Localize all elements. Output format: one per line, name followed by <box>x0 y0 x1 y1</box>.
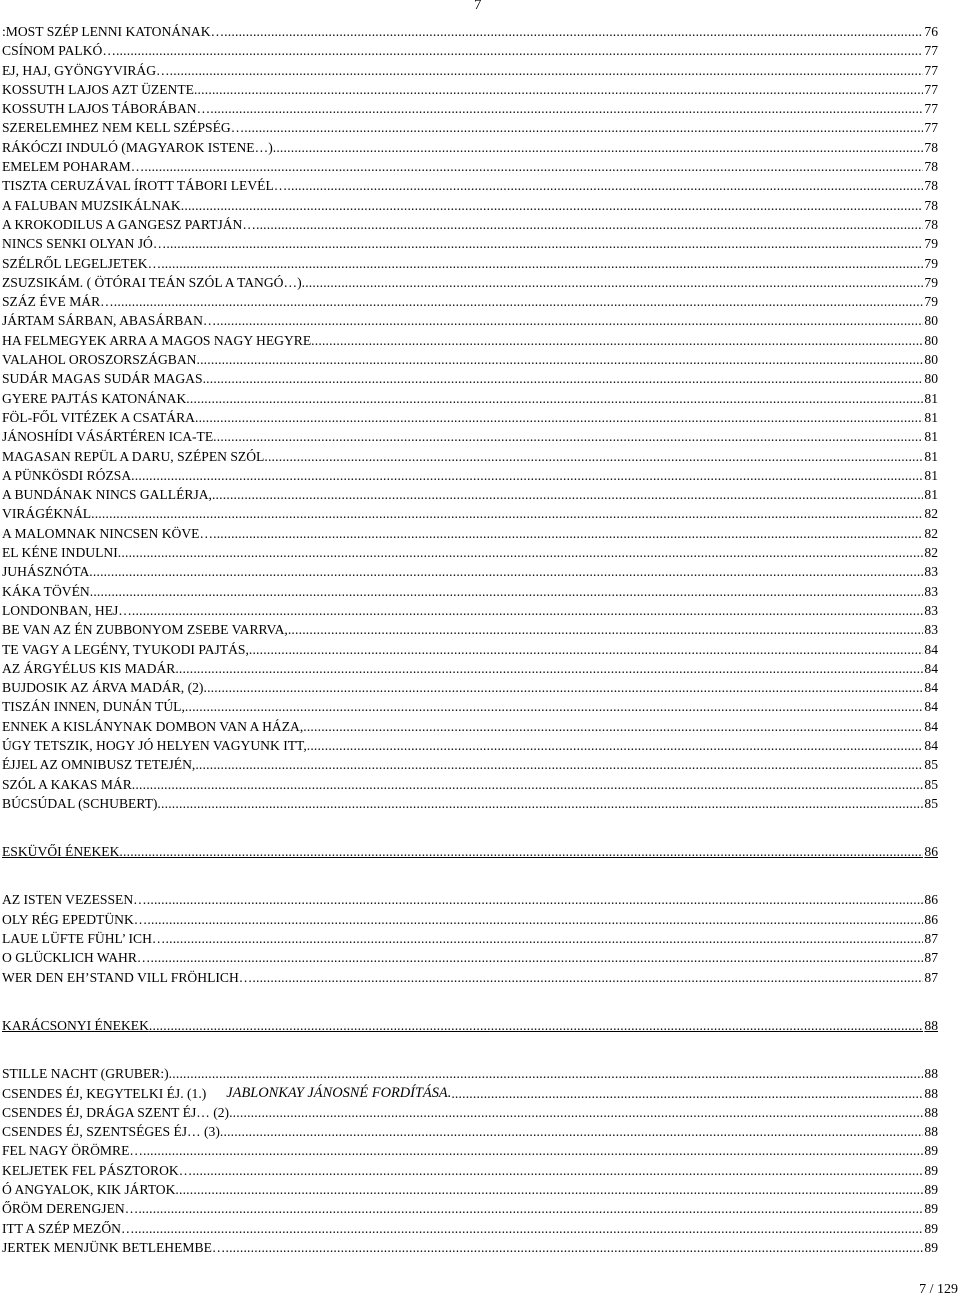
section-page: 86 <box>924 844 938 860</box>
toc-group-wedding <box>2 890 938 986</box>
entry-page: 80 <box>924 371 938 387</box>
dot-leader <box>175 659 923 678</box>
entry-page: 78 <box>924 178 938 194</box>
dot-leader <box>302 273 924 292</box>
toc-entry[interactable] <box>2 254 938 273</box>
entry-page: 88 <box>924 1104 938 1120</box>
dot-leader <box>161 254 923 273</box>
entry-page: 79 <box>924 274 938 290</box>
entry-page: 86 <box>924 911 938 927</box>
dot-leader <box>89 562 923 581</box>
entry-page: 82 <box>924 545 938 561</box>
toc-entry[interactable] <box>2 389 938 408</box>
dot-leader <box>151 948 924 967</box>
entry-title: JÁRTAM SÁRBAN, ABASÁRBAN… <box>2 313 217 329</box>
entry-title: KELJETEK FEL PÁSZTOROK… <box>2 1162 193 1178</box>
dot-leader <box>288 620 924 639</box>
entry-title: BÚCSÚDAL (SCHUBERT) <box>2 795 158 811</box>
dot-leader <box>311 331 923 350</box>
entry-title: CSENDES ÉJ, KEGYTELKI ÉJ. (1.) <box>2 1085 207 1101</box>
entry-title: VIRÁGÉKNÁL <box>2 506 92 522</box>
toc-entry[interactable] <box>2 929 938 948</box>
dot-leader <box>147 890 924 909</box>
toc-section-eskuvoi[interactable] <box>2 842 938 861</box>
entry-page: 84 <box>924 660 938 676</box>
entry-title: TISZTA CERUZÁVAL ÍROTT TÁBORI LEVÉL… <box>2 178 288 194</box>
entry-page: 79 <box>924 294 938 310</box>
dot-leader <box>203 678 923 697</box>
entry-title: ÚGY TETSZIK, HOGY JÓ HELYEN VAGYUNK ITT, <box>2 737 307 753</box>
entry-page: 81 <box>924 487 938 503</box>
entry-page: 84 <box>924 641 938 657</box>
toc-entry[interactable] <box>2 794 938 813</box>
dot-leader <box>119 842 923 861</box>
toc-group-christmas <box>2 1064 938 1257</box>
toc-entry[interactable] <box>2 466 938 485</box>
entry-title: A MALOMNAK NINCSEN KÖVE… <box>2 525 214 541</box>
spacer <box>2 987 938 1016</box>
toc-entry[interactable] <box>2 1161 938 1180</box>
entry-page: 84 <box>924 699 938 715</box>
dot-leader <box>307 736 924 755</box>
entry-page: 84 <box>924 680 938 696</box>
entry-page: 81 <box>924 429 938 445</box>
dot-leader <box>210 99 923 118</box>
dot-leader <box>264 447 923 466</box>
entry-title: NINCS SENKI OLYAN JÓ… <box>2 236 167 252</box>
entry-title: OLY RÉG EPEDTÜNK… <box>2 911 148 927</box>
entry-title: BUJDOSIK AZ ÁRVA MADÁR, (2) <box>2 680 204 696</box>
entry-title: WER DEN EH’STAND VILL FRÖHLICH… <box>2 969 253 985</box>
entry-page: 84 <box>924 737 938 753</box>
toc-entry[interactable] <box>2 582 938 601</box>
entry-page: 88 <box>924 1066 938 1082</box>
dot-leader <box>217 311 924 330</box>
dot-leader <box>143 1141 923 1160</box>
page-footer: 7 / 129 <box>919 1282 958 1297</box>
entry-title: FÖL-FŐL VITÉZEK A CSATÁRA <box>2 409 195 425</box>
entry-page: 78 <box>924 216 938 232</box>
entry-title: JERTEK MENJÜNK BETLEHEMBE… <box>2 1239 226 1255</box>
entry-page: 83 <box>924 564 938 580</box>
toc-entry[interactable] <box>2 234 938 253</box>
dot-leader <box>213 427 923 446</box>
entry-title: KÁKA TÖVÉN <box>2 583 90 599</box>
dot-leader <box>256 215 923 234</box>
toc-entry[interactable] <box>2 659 938 678</box>
toc-entry[interactable] <box>2 775 938 794</box>
entry-title: KOSSUTH LAJOS TÁBORÁBAN… <box>2 101 211 117</box>
toc-entry[interactable] <box>2 427 938 446</box>
entry-page: 88 <box>924 1085 938 1101</box>
entry-title: A KROKODILUS A GANGESZ PARTJÁN… <box>2 216 256 232</box>
toc-entry[interactable] <box>2 157 938 176</box>
entry-title: ITT A SZÉP MEZŐN… <box>2 1220 135 1236</box>
toc-entry[interactable] <box>2 1064 938 1083</box>
toc-entry[interactable] <box>2 138 938 157</box>
toc-entry[interactable] <box>2 350 938 369</box>
dot-leader <box>90 582 924 601</box>
toc-entry[interactable] <box>2 620 938 639</box>
table-of-contents <box>2 22 938 1257</box>
dot-leader <box>135 1219 924 1238</box>
toc-entry[interactable] <box>2 331 938 350</box>
dot-leader <box>203 369 924 388</box>
entry-page: 89 <box>924 1143 938 1159</box>
toc-entry[interactable] <box>2 80 938 99</box>
toc-entry[interactable] <box>2 369 938 388</box>
toc-entry[interactable] <box>2 678 938 697</box>
entry-page: 77 <box>924 101 938 117</box>
toc-entry[interactable] <box>2 562 938 581</box>
entry-title: AZ ISTEN VEZESSEN… <box>2 892 147 908</box>
dot-leader <box>118 543 924 562</box>
entry-title: A PÜNKÖSDI RÓZSA <box>2 467 132 483</box>
entry-page: 82 <box>924 525 938 541</box>
dot-leader <box>195 408 923 427</box>
dot-leader <box>116 41 923 60</box>
toc-entry[interactable] <box>2 311 938 330</box>
dot-leader <box>195 755 923 774</box>
entry-page: 77 <box>924 120 938 136</box>
entry-title: EJ, HAJ, GYÖNGYVIRÁG… <box>2 62 170 78</box>
entry-page: 84 <box>924 718 938 734</box>
toc-entry[interactable] <box>2 717 938 736</box>
entry-page: 85 <box>924 757 938 773</box>
entry-title: LONDONBAN, HEJ… <box>2 602 132 618</box>
entry-page: 78 <box>924 139 938 155</box>
dot-leader <box>157 794 923 813</box>
dot-leader <box>225 1238 923 1257</box>
entry-title: JÁNOSHÍDI VÁSÁRTÉREN ICA-TE <box>2 429 214 445</box>
entry-page: 89 <box>924 1201 938 1217</box>
entry-title: AZ ÁRGYÉLUS KIS MADÁR <box>2 660 176 676</box>
dot-leader <box>132 775 924 794</box>
toc-entry[interactable] <box>2 1122 938 1141</box>
entry-page: 81 <box>924 409 938 425</box>
entry-page: 89 <box>924 1239 938 1255</box>
dot-leader <box>166 929 924 948</box>
entry-page: 79 <box>924 255 938 271</box>
entry-title: GYERE PAJTÁS KATONÁNAK <box>2 390 187 406</box>
dot-leader <box>213 524 923 543</box>
dot-leader <box>196 350 923 369</box>
toc-entry[interactable] <box>2 736 938 755</box>
dot-leader <box>144 157 923 176</box>
entry-title: KOSSUTH LAJOS AZT ÜZENTE <box>2 81 194 97</box>
entry-page: 87 <box>924 931 938 947</box>
entry-page: 83 <box>924 602 938 618</box>
entry-title: JUHÁSZNÓTA <box>2 564 90 580</box>
entry-title: ŐRÖM DERENGJEN… <box>2 1201 139 1217</box>
entry-title: VALAHOL OROSZORSZÁGBAN <box>2 352 197 368</box>
entry-title: TE VAGY A LEGÉNY, TYUKODI PAJTÁS, <box>2 641 249 657</box>
entry-page: 80 <box>924 332 938 348</box>
entry-page: 79 <box>924 236 938 252</box>
dot-leader <box>249 640 924 659</box>
toc-entry[interactable] <box>2 948 938 967</box>
toc-entry[interactable] <box>2 890 938 909</box>
dot-leader <box>287 176 923 195</box>
entry-page: 78 <box>924 197 938 213</box>
dot-leader <box>244 118 923 137</box>
toc-group-songs <box>2 22 938 813</box>
entry-title: SZÓL A KAKAS MÁR <box>2 776 132 792</box>
entry-title: TISZÁN INNEN, DUNÁN TÚL, <box>2 699 185 715</box>
entry-title: SZÁZ ÉVE MÁR… <box>2 294 114 310</box>
toc-entry[interactable] <box>2 61 938 80</box>
entry-page: 76 <box>924 24 938 39</box>
dot-leader <box>220 1122 924 1141</box>
entry-page: 89 <box>924 1182 938 1198</box>
entry-page: 83 <box>924 583 938 599</box>
toc-entry[interactable] <box>2 968 938 987</box>
section-title: KARÁCSONYI ÉNEKEK <box>2 1017 149 1033</box>
toc-section-karacsonyi[interactable] <box>2 1016 938 1035</box>
entry-page: 81 <box>924 467 938 483</box>
entry-title: O GLÜCKLICH WAHR… <box>2 950 151 966</box>
toc-entry[interactable] <box>2 755 938 774</box>
entry-note: JABLONKAY JÁNOSNÉ FORDÍTÁSA. <box>226 1084 452 1101</box>
dot-leader <box>451 1084 923 1103</box>
toc-entry[interactable] <box>2 1199 938 1218</box>
entry-page: 85 <box>924 795 938 811</box>
entry-page: 85 <box>924 776 938 792</box>
entry-page: 77 <box>924 43 938 59</box>
entry-title: SZERELEMHEZ NEM KELL SZÉPSÉG… <box>2 120 245 136</box>
toc-entry[interactable] <box>2 697 938 716</box>
entry-page: 82 <box>924 506 938 522</box>
entry-page: 87 <box>924 950 938 966</box>
toc-entry[interactable] <box>2 640 938 659</box>
toc-entry[interactable] <box>2 176 938 195</box>
toc-entry[interactable] <box>2 910 938 929</box>
entry-page: 88 <box>924 1124 938 1140</box>
toc-entry[interactable] <box>2 1238 938 1257</box>
entry-title: ÉJJEL AZ OMNIBUSZ TETEJÉN, <box>2 757 196 773</box>
entry-title: CSÍNOM PALKÓ… <box>2 43 116 59</box>
entry-title: EMELEM POHARAM… <box>2 159 145 175</box>
dot-leader <box>273 138 924 157</box>
entry-page: 80 <box>924 352 938 368</box>
toc-entry[interactable] <box>2 41 938 60</box>
entry-page: 78 <box>924 159 938 175</box>
entry-title: FEL NAGY ÖRÖMRE… <box>2 1143 143 1159</box>
entry-page: 87 <box>924 969 938 985</box>
entry-title: MAGASAN REPÜL A DARU, SZÉPEN SZÓL <box>2 448 265 464</box>
entry-title: A FALUBAN MUZSIKÁLNAK <box>2 197 181 213</box>
toc-entry[interactable] <box>2 524 938 543</box>
dot-leader <box>185 697 924 716</box>
entry-title: RÁKÓCZI INDULÓ (MAGYAROK ISTENE…) <box>2 139 273 155</box>
entry-page: 77 <box>924 62 938 78</box>
dot-leader <box>224 22 923 41</box>
entry-page: 83 <box>924 622 938 638</box>
entry-page: 80 <box>924 313 938 329</box>
entry-title: SZÉLRŐL LEGELJETEK… <box>2 255 162 271</box>
toc-entry[interactable] <box>2 408 938 427</box>
entry-title: HA FELMEGYEK ARRA A MAGOS NAGY HEGYRE <box>2 332 312 348</box>
dot-leader <box>186 389 923 408</box>
dot-leader <box>169 1064 924 1083</box>
dot-leader <box>91 504 923 523</box>
toc-entry[interactable] <box>2 504 938 523</box>
dot-leader <box>175 1180 923 1199</box>
dot-leader <box>170 61 924 80</box>
dot-leader <box>138 1199 923 1218</box>
toc-entry[interactable] <box>2 1219 938 1238</box>
entry-title: CSENDES ÉJ, SZENTSÉGES ÉJ… (3) <box>2 1124 220 1140</box>
page-number: 7 <box>474 0 482 13</box>
spacer <box>2 1035 938 1064</box>
toc-entry[interactable] <box>2 1084 938 1103</box>
dot-leader <box>114 292 924 311</box>
toc-entry[interactable] <box>2 543 938 562</box>
toc-entry[interactable] <box>2 215 938 234</box>
entry-title: LAUE LÜFTE FÜHL’ ICH… <box>2 931 166 947</box>
entry-title: ZSUZSIKÁM. ( ÖTÓRAI TEÁN SZÓL A TANGÓ…) <box>2 274 302 290</box>
dot-leader <box>229 1103 923 1122</box>
dot-leader <box>131 466 923 485</box>
entry-page: 89 <box>924 1220 938 1236</box>
toc-entry[interactable] <box>2 1180 938 1199</box>
dot-leader <box>147 910 923 929</box>
toc-entry[interactable] <box>2 1103 938 1122</box>
dot-leader <box>166 234 923 253</box>
entry-title: STILLE NACHT (GRUBER:) <box>2 1066 169 1082</box>
entry-title: ENNEK A KISLÁNYNAK DOMBON VAN A HÁZA, <box>2 718 304 734</box>
spacer <box>2 861 938 890</box>
dot-leader <box>252 968 923 987</box>
section-page: 88 <box>924 1017 938 1033</box>
toc-entry[interactable] <box>2 601 938 620</box>
dot-leader <box>181 196 924 215</box>
entry-page: 81 <box>924 448 938 464</box>
entry-title: CSENDES ÉJ, DRÁGA SZENT ÉJ… (2) <box>2 1104 230 1120</box>
entry-page: 89 <box>924 1162 938 1178</box>
toc-entry[interactable] <box>2 1141 938 1160</box>
entry-title: Ó ANGYALOK, KIK JÁRTOK <box>2 1182 176 1198</box>
toc-entry[interactable] <box>2 99 938 118</box>
entry-page: 77 <box>924 81 938 97</box>
entry-title: A BUNDÁNAK NINCS GALLÉRJA, <box>2 487 212 503</box>
dot-leader <box>212 485 923 504</box>
dot-leader <box>194 80 923 99</box>
entry-page: 86 <box>924 892 938 908</box>
spacer <box>2 813 938 842</box>
toc-entry[interactable] <box>2 485 938 504</box>
section-title: ESKÜVŐI ÉNEKEK <box>2 844 120 860</box>
dot-leader <box>149 1016 924 1035</box>
entry-title: SUDÁR MAGAS SUDÁR MAGAS <box>2 371 203 387</box>
entry-title: EL KÉNE INDULNI <box>2 545 118 561</box>
dot-leader <box>303 717 923 736</box>
entry-title: :MOST SZÉP LENNI KATONÁNAK… <box>2 24 225 39</box>
entry-title: BE VAN AZ ÉN ZUBBONYOM ZSEBE VARRVA, <box>2 622 288 638</box>
toc-entry[interactable] <box>2 447 938 466</box>
dot-leader <box>132 601 924 620</box>
toc-entry[interactable] <box>2 196 938 215</box>
dot-leader <box>192 1161 923 1180</box>
entry-page: 81 <box>924 390 938 406</box>
toc-entry[interactable] <box>2 118 938 137</box>
toc-entry[interactable] <box>2 273 938 292</box>
toc-entry[interactable] <box>2 22 938 41</box>
toc-entry[interactable] <box>2 292 938 311</box>
